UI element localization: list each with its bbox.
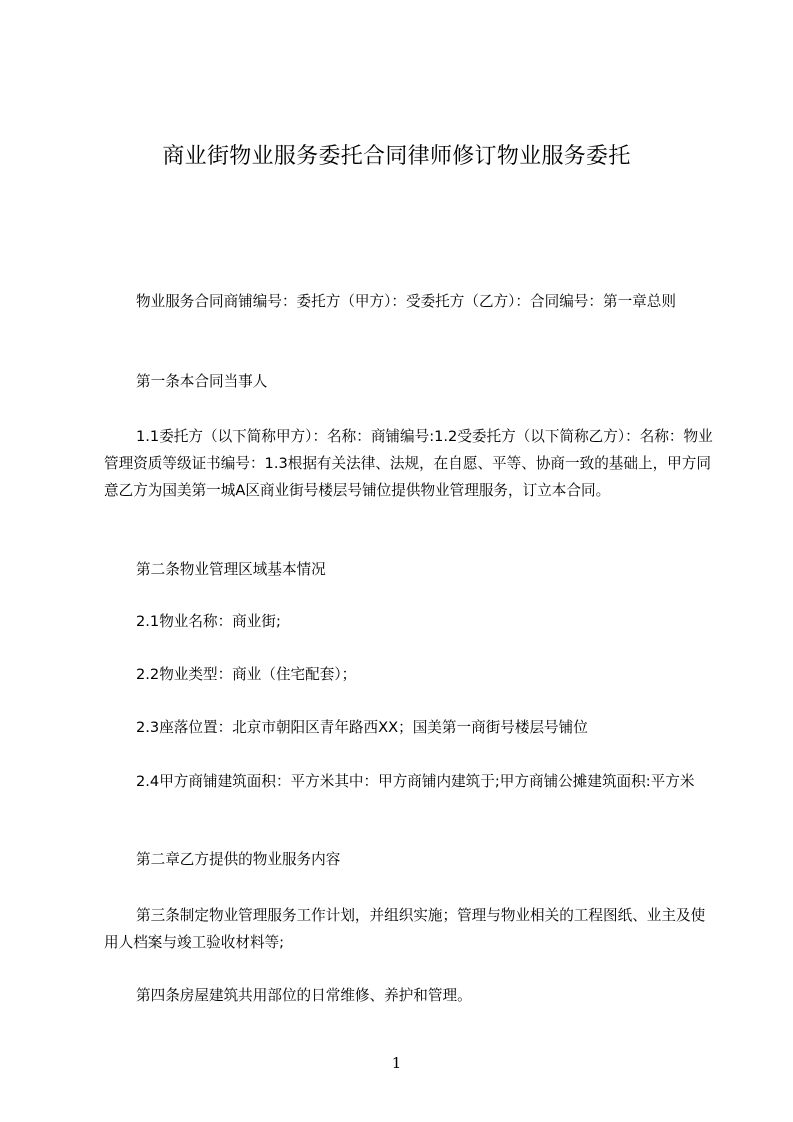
- paragraph-article-1-heading: 第一条本合同当事人: [136, 373, 268, 390]
- paragraph-article-2-heading: 第二条物业管理区域基本情况: [136, 561, 326, 578]
- paragraph-article-3: 第三条制定物业管理服务工作计划，并组织实施；管理与物业相关的工程图纸、业主及使用人档案与竣工验收材料等;: [104, 907, 706, 951]
- page-number: 1: [391, 1054, 402, 1072]
- paragraph-article-1-body: 1.1委托方（以下简称甲方）：名称：商铺编号:1.2受委托方（以下简称乙方）：名称：物业管理资质等级证书编号：1.3根据有关法律、法规，在自愿、平等、协商一致的基础上，甲方同意乙方为国美第一城A区商业街号楼层号铺位提供物业管理服务，订立本合同。: [104, 428, 713, 499]
- paragraph-article-4: 第四条房屋建筑共用部位的日常维修、养护和管理。: [136, 987, 472, 1004]
- paragraph-2-2: 2.2物业类型：商业（住宅配套）；: [136, 666, 357, 683]
- paragraph-2-3: 2.3座落位置：北京市朝阳区青年路西XX；国美第一商街号楼层号铺位: [136, 719, 588, 736]
- paragraph-2-1: 2.1物业名称：商业街;: [136, 613, 281, 630]
- paragraph-2-4: 2.4甲方商铺建筑面积：平方米其中：甲方商铺内建筑于;甲方商铺公摊建筑面积:平方米: [136, 773, 695, 790]
- document-title: 商业街物业服务委托合同律师修订物业服务委托: [162, 144, 631, 169]
- paragraph-chapter-2-heading: 第二章乙方提供的物业服务内容: [136, 851, 341, 868]
- paragraph-intro: 物业服务合同商铺编号：委托方（甲方）：受委托方（乙方）：合同编号：第一章总则: [136, 293, 676, 310]
